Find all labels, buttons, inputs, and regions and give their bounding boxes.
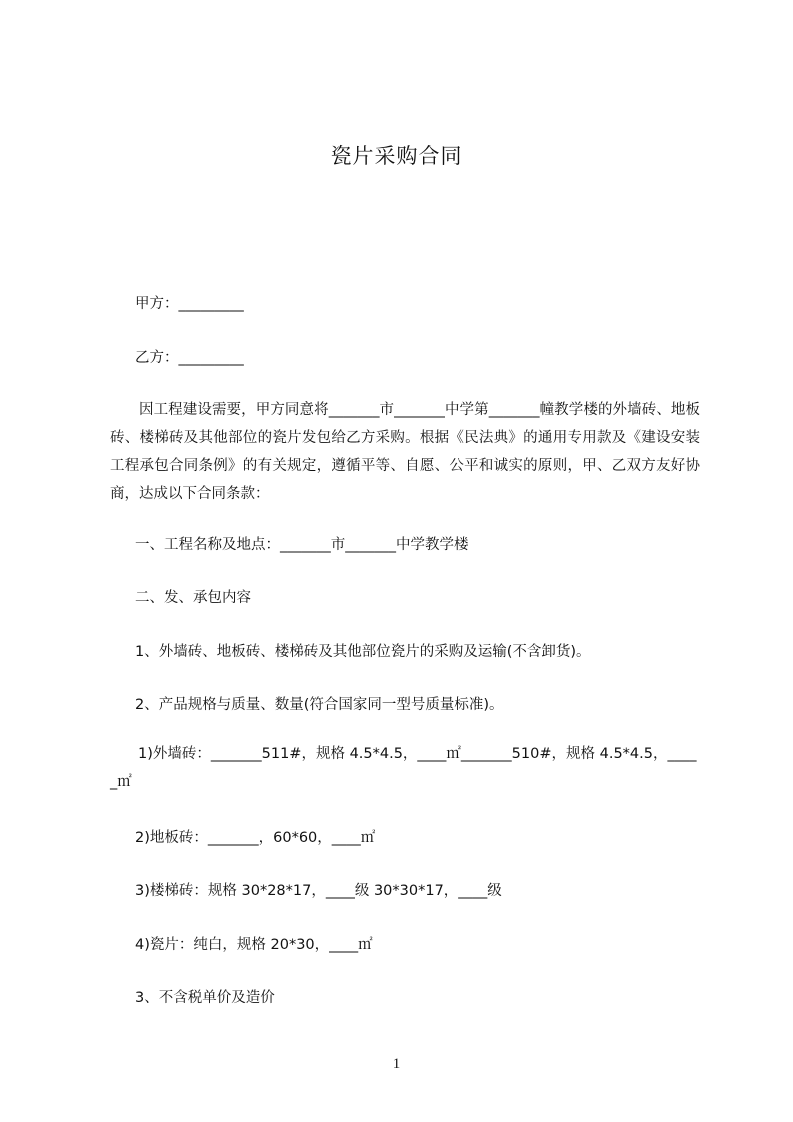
spec-floor-tile: 2)地板砖：_______，60*60，____㎡ <box>135 830 376 846</box>
section-contract-content: 二、发、承包内容 <box>135 590 251 606</box>
party-a-line: 甲方：_________ <box>135 296 244 312</box>
intro-paragraph: 因工程建设需要，甲方同意将_______市_______中学第_______幢教学楼的外墙砖、地板砖、楼梯砖及其他部位的瓷片发包给乙方采购。根据《民法典》的通用专用款及《建设安装工程承包合同条例》的有关规定，遵循平等、自愿、公平和诚实的原则，甲、乙双方友好协商，达成以下合同条款： <box>110 402 700 502</box>
document-title: 瓷片采购合同 <box>330 144 463 168</box>
spec-stair-tile: 3)楼梯砖：规格 30*28*17，____级 30*30*17，____级 <box>135 883 502 899</box>
item-procurement: 1、外墙砖、地板砖、楼梯砖及其他部位瓷片的采购及运输(不含卸货)。 <box>135 644 591 660</box>
section-project-name: 一、工程名称及地点：_______市_______中学教学楼 <box>135 537 469 553</box>
item-spec-quality: 2、产品规格与质量、数量(符合国家同一型号质量标准)。 <box>135 697 504 713</box>
item-unit-price: 3、不含税单价及造价 <box>135 990 275 1006</box>
spec-exterior-wall-tile: 1)外墙砖：_______511#，规格 4.5*4.5，____㎡_______510#，规格 4.5*4.5，_____㎡ <box>110 746 697 790</box>
party-b-line: 乙方：_________ <box>135 350 244 366</box>
spec-ceramic-tile: 4)瓷片：纯白，规格 20*30，____㎡ <box>135 937 373 953</box>
page-number: 1 <box>392 1056 401 1072</box>
